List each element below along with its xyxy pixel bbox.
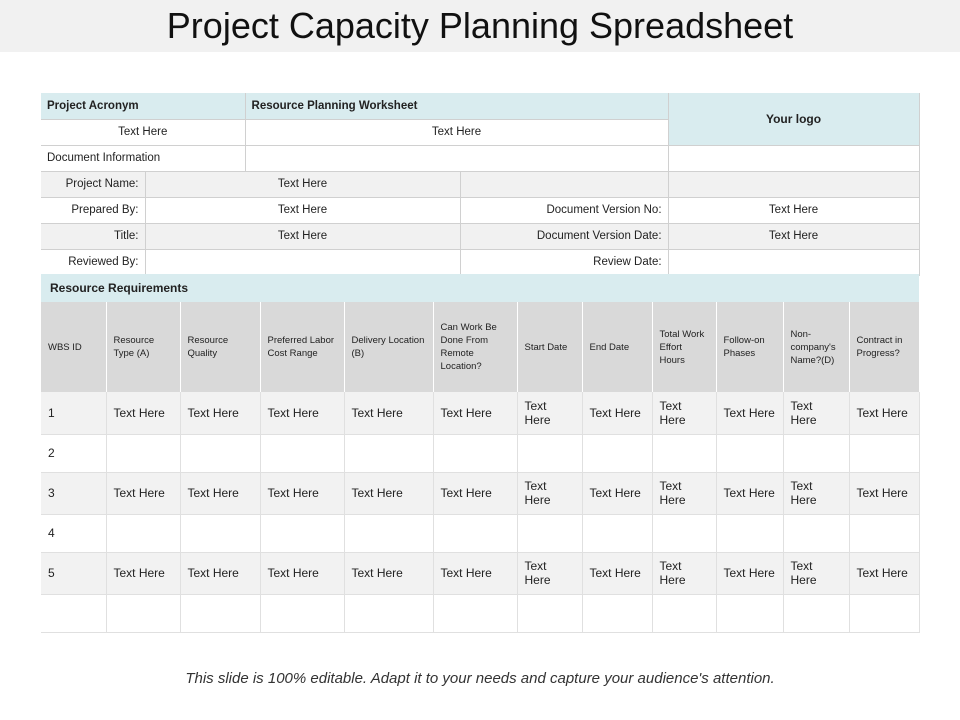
table-cell[interactable] [344,434,433,472]
table-row [41,552,919,594]
table-cell[interactable]: Text Here [716,472,783,514]
table-cell[interactable]: Text Here [783,552,849,594]
table-cell[interactable]: Text Here [106,392,180,434]
table-cell[interactable] [180,594,260,632]
column-header: End Date [582,302,652,392]
table-cell[interactable] [517,434,582,472]
table-cell[interactable] [433,434,517,472]
table-cell[interactable] [41,594,106,632]
acronym-value[interactable]: Text Here [41,119,245,145]
table-cell[interactable] [783,594,849,632]
table-cell[interactable] [849,434,919,472]
worksheet-label: Resource Planning Worksheet [245,93,668,119]
column-header: Can Work Be Done From Remote Location? [433,302,517,392]
project-name-value[interactable]: Text Here [145,171,460,197]
prepared-by-label: Prepared By: [41,197,145,223]
table-cell[interactable]: 1 [41,392,106,434]
table-cell[interactable]: Text Here [849,472,919,514]
table-cell[interactable]: Text Here [716,392,783,434]
table-row [41,392,919,434]
table-cell[interactable]: Text Here [260,552,344,594]
review-date-value[interactable] [668,249,919,275]
column-header: Delivery Location (B) [344,302,433,392]
table-cell[interactable] [652,514,716,552]
table-cell[interactable] [582,594,652,632]
project-name-label: Project Name: [41,171,145,197]
page-title: Project Capacity Planning Spreadsheet [166,5,794,46]
doc-info-label: Document Information [41,145,245,171]
project-acronym-label: Project Acronym [41,93,245,119]
footer-note: This slide is 100% editable. Adapt it to your needs and capture your audience's attention. [185,670,775,687]
review-date-label: Review Date: [460,249,668,275]
table-cell[interactable]: 4 [41,514,106,552]
table-cell[interactable]: Text Here [344,472,433,514]
column-header: Non-company's Name?(D) [783,302,849,392]
resource-header-row [41,302,919,392]
table-cell[interactable] [716,434,783,472]
project-name-blank[interactable] [668,171,919,197]
table-cell[interactable] [849,514,919,552]
reviewed-by-value[interactable] [145,249,460,275]
reviewed-by-label: Reviewed By: [41,249,145,275]
table-cell[interactable]: Text Here [517,552,582,594]
column-header: Follow-on Phases [716,302,783,392]
table-cell[interactable] [260,434,344,472]
table-cell[interactable]: Text Here [652,472,716,514]
table-cell[interactable] [180,514,260,552]
table-cell[interactable]: Text Here [260,472,344,514]
table-cell[interactable]: Text Here [783,392,849,434]
table-cell[interactable] [344,594,433,632]
title-value[interactable]: Text Here [145,223,460,249]
table-cell[interactable] [517,594,582,632]
prepared-by-value[interactable]: Text Here [145,197,460,223]
table-cell[interactable] [106,514,180,552]
doc-version-date-value[interactable]: Text Here [668,223,919,249]
column-header: Start Date [517,302,582,392]
table-cell[interactable]: Text Here [180,552,260,594]
table-cell[interactable] [652,594,716,632]
table-cell[interactable]: Text Here [783,472,849,514]
table-cell[interactable] [652,434,716,472]
doc-version-label: Document Version No: [460,197,668,223]
table-cell[interactable]: Text Here [433,392,517,434]
column-header: Resource Type (A) [106,302,180,392]
table-cell[interactable] [783,514,849,552]
table-cell[interactable] [260,594,344,632]
doc-version-date-label: Document Version Date: [460,223,668,249]
table-cell[interactable]: Text Here [582,472,652,514]
header-table [41,93,920,276]
table-cell[interactable] [433,514,517,552]
resource-requirements-heading: Resource Requirements [41,274,919,302]
table-cell[interactable]: Text Here [344,392,433,434]
column-header: Resource Quality [180,302,260,392]
table-row [41,514,919,552]
table-cell[interactable]: 2 [41,434,106,472]
table-cell[interactable]: Text Here [716,552,783,594]
table-cell[interactable]: 5 [41,552,106,594]
table-cell[interactable] [260,514,344,552]
column-header: Preferred Labor Cost Range [260,302,344,392]
table-cell[interactable]: Text Here [180,392,260,434]
table-cell[interactable] [433,594,517,632]
table-cell[interactable]: Text Here [433,552,517,594]
table-cell[interactable] [716,514,783,552]
logo-placeholder[interactable]: Your logo [668,93,919,145]
table-cell[interactable]: Text Here [344,552,433,594]
table-cell[interactable]: Text Here [433,472,517,514]
table-cell[interactable] [582,434,652,472]
table-cell[interactable] [716,594,783,632]
table-cell[interactable]: Text Here [180,472,260,514]
table-row [41,434,919,472]
column-header: Contract in Progress? [849,302,919,392]
table-cell[interactable] [582,514,652,552]
table-cell[interactable]: Text Here [106,472,180,514]
column-header: WBS ID [41,302,106,392]
table-cell[interactable]: Text Here [849,552,919,594]
table-cell[interactable]: Text Here [849,392,919,434]
table-cell[interactable] [106,434,180,472]
table-cell[interactable] [783,434,849,472]
table-cell[interactable]: Text Here [652,552,716,594]
table-cell[interactable] [849,594,919,632]
column-header: Total Work Effort Hours [652,302,716,392]
worksheet-value[interactable]: Text Here [245,119,668,145]
table-cell[interactable]: Text Here [260,392,344,434]
table-cell[interactable]: Text Here [517,472,582,514]
table-cell[interactable]: Text Here [517,392,582,434]
table-cell[interactable]: Text Here [582,392,652,434]
resource-table [41,302,920,633]
table-cell[interactable]: Text Here [652,392,716,434]
table-cell[interactable]: Text Here [582,552,652,594]
doc-info-blank [668,145,919,171]
table-cell[interactable] [344,514,433,552]
doc-version-value[interactable]: Text Here [668,197,919,223]
table-row [41,594,919,632]
title-label: Title: [41,223,145,249]
doc-info-value[interactable] [245,145,668,171]
table-row [41,472,919,514]
table-cell[interactable] [517,514,582,552]
project-name-extra[interactable] [460,171,668,197]
table-cell[interactable]: Text Here [106,552,180,594]
table-cell[interactable] [106,594,180,632]
table-cell[interactable] [180,434,260,472]
table-cell[interactable]: 3 [41,472,106,514]
